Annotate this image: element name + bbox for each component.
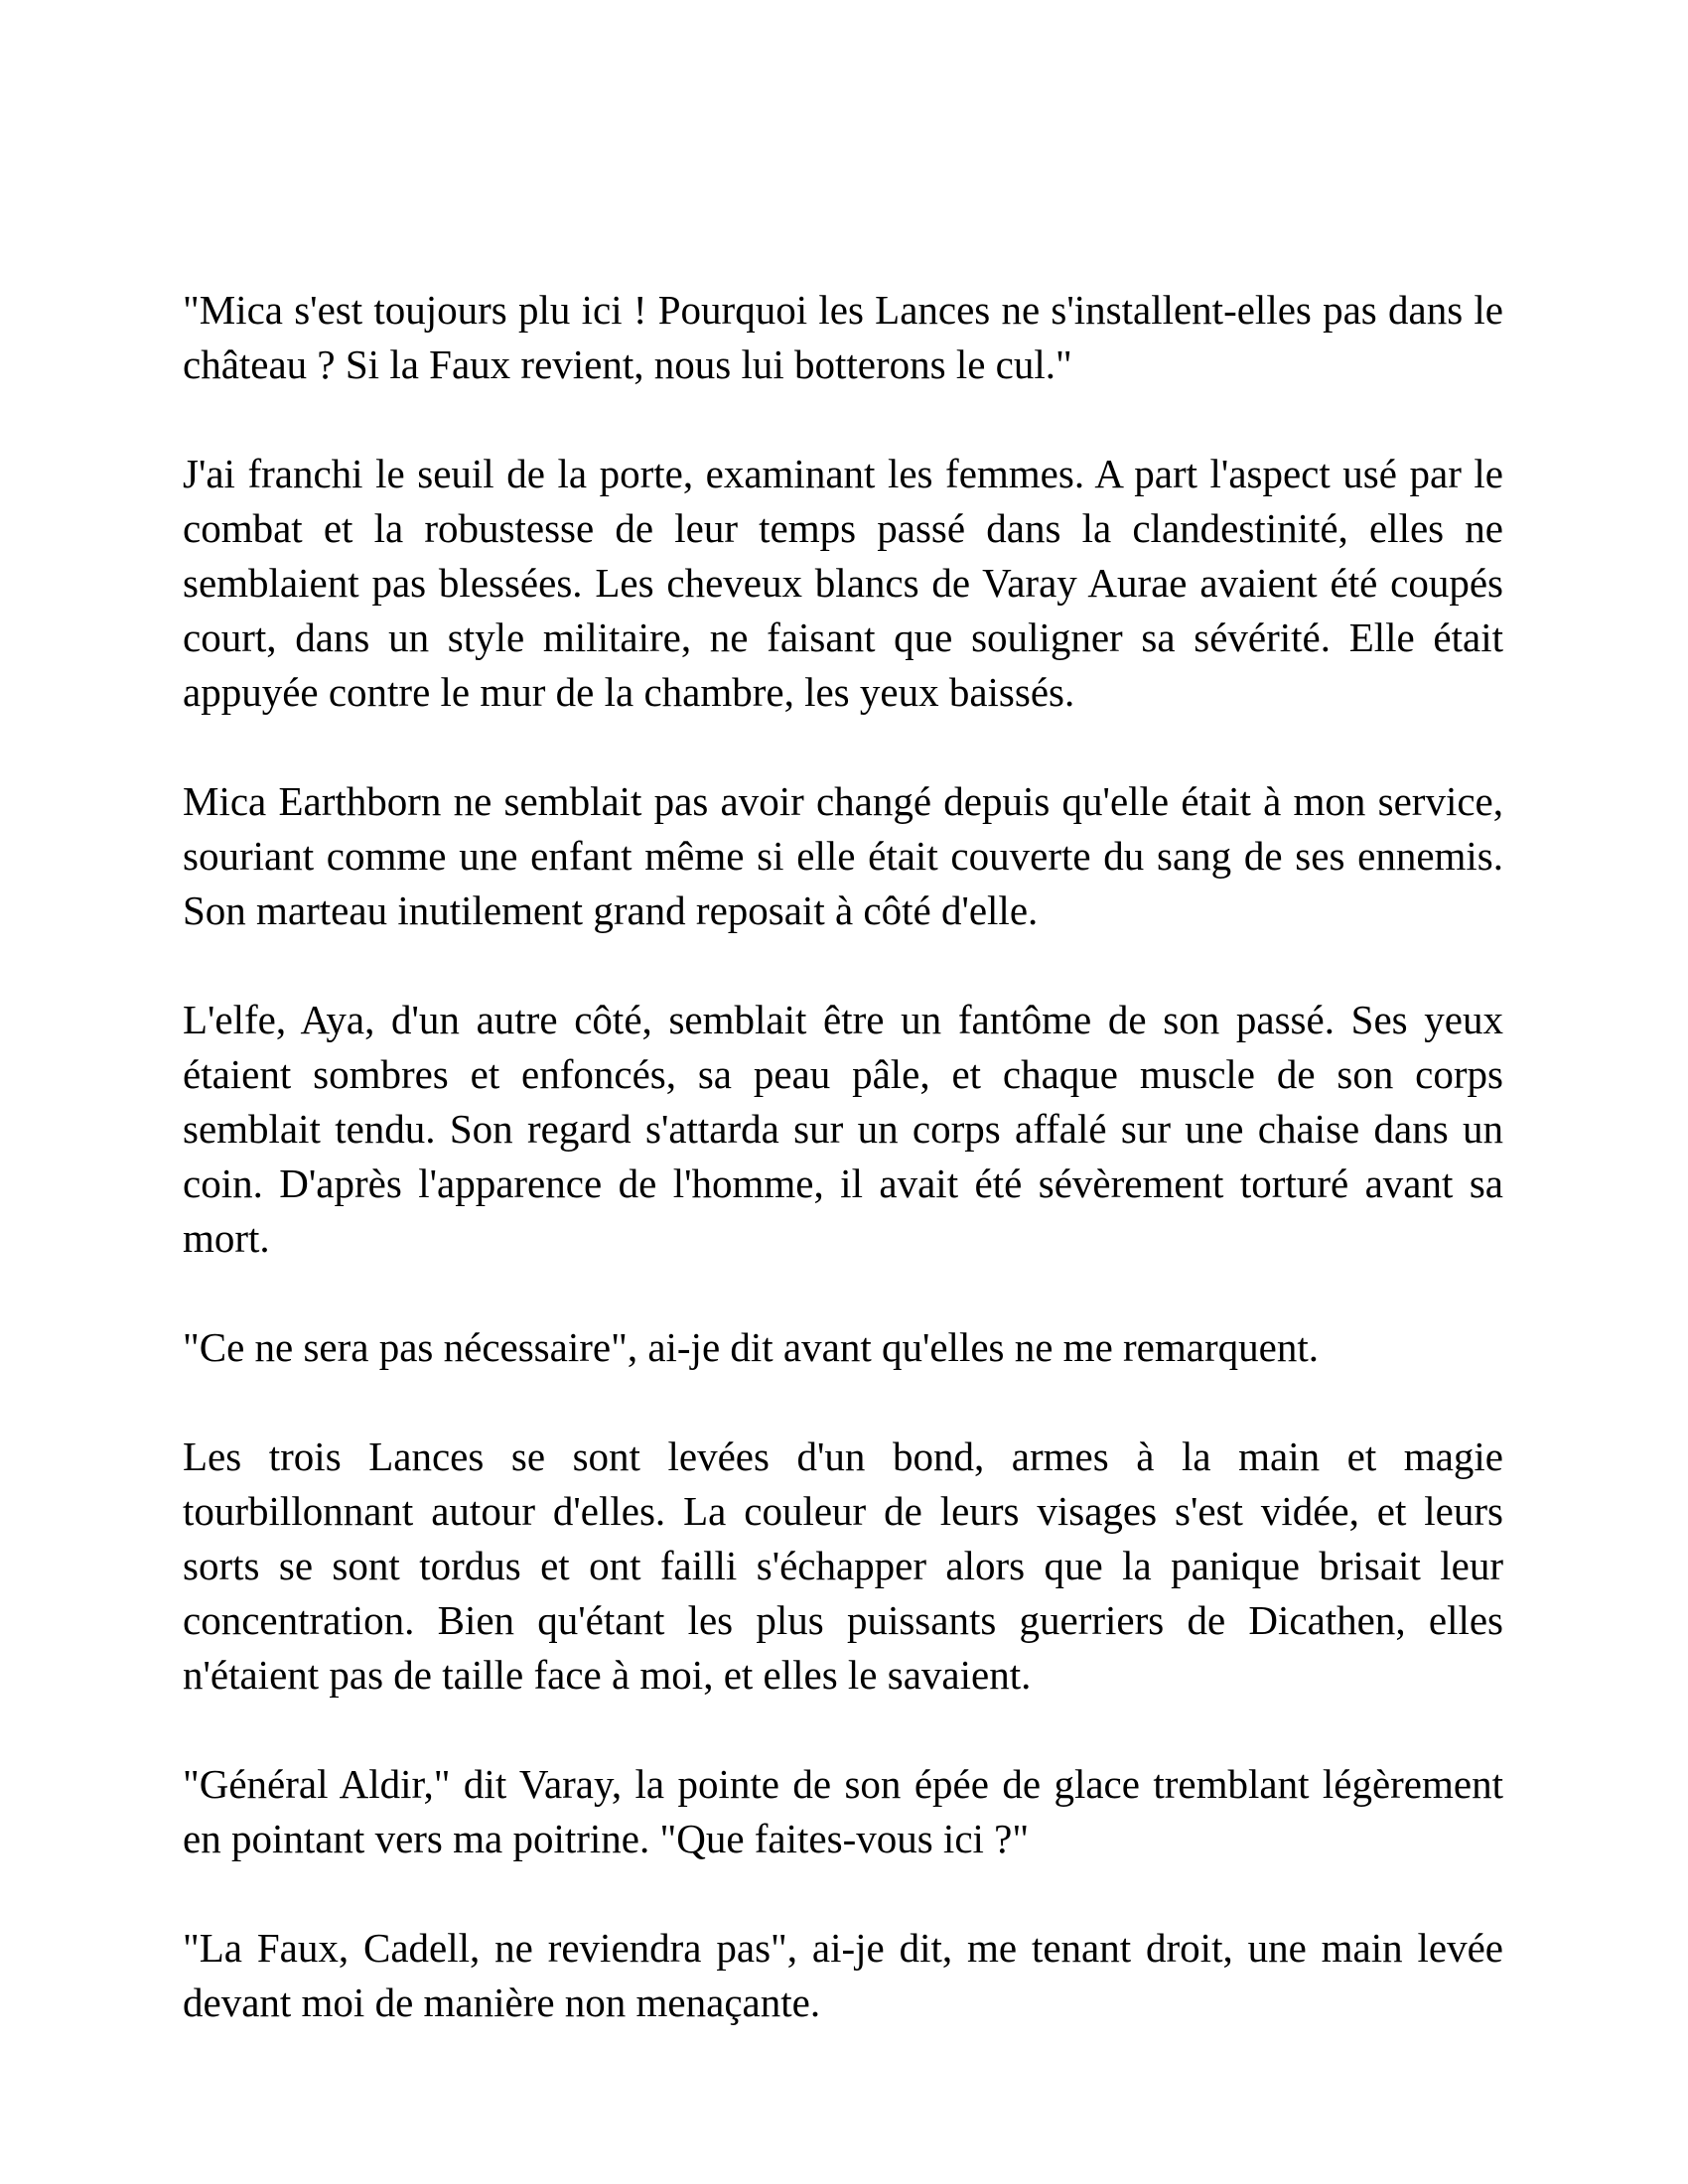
paragraph-5: "Ce ne sera pas nécessaire", ai-je dit avant qu'elles ne me remarquent. (183, 1324, 1319, 1370)
paragraph-6: Les trois Lances se sont levées d'un bond, armes à la main et magie tourbillonnant autour d'elles. La couleur de leurs visages s'est vidée, et leurs sorts se sont tordus et ont failli s'échapper alors que la panique brisait leur concentration. Bien qu'étant les plus puissants guerriers de Dicathen, elles n'étaient pas de taille face à moi, et elles le savaient. (183, 1433, 1503, 1698)
paragraph-4: L'elfe, Aya, d'un autre côté, semblait être un fantôme de son passé. Ses yeux étaient sombres et enfoncés, sa peau pâle, et chaque muscle de son corps semblait tendu. Son regard s'attarda sur un corps affalé sur une chaise dans un coin. D'après l'apparence de l'homme, il avait été sévèrement torturé avant sa mort. (183, 997, 1503, 1261)
paragraph-2: J'ai franchi le seuil de la porte, examinant les femmes. A part l'aspect usé par le combat et la robustesse de leur temps passé dans la clandestinité, elles ne semblaient pas blessées. Les cheveux blancs de Varay Aurae avaient été coupés court, dans un style militaire, ne faisant que souligner sa sévérité. Elle était appuyée contre le mur de la chambre, les yeux baissés. (183, 451, 1503, 715)
paragraph-7: "Général Aldir," dit Varay, la pointe de son épée de glace tremblant légèrement en pointant vers ma poitrine. "Que faites-vous ici ?" (183, 1761, 1503, 1861)
paragraph-1: "Mica s'est toujours plu ici ! Pourquoi les Lances ne s'installent-elles pas dans le château ? Si la Faux revient, nous lui botterons le cul." (183, 287, 1503, 387)
paragraph-3: Mica Earthborn ne semblait pas avoir changé depuis qu'elle était à mon service, souriant comme une enfant même si elle était couverte du sang de ses ennemis. Son marteau inutilement grand reposait à côté d'elle. (183, 778, 1503, 933)
paragraph-8: "La Faux, Cadell, ne reviendra pas", ai-je dit, me tenant droit, une main levée devant moi de manière non menaçante. (183, 1925, 1503, 2025)
document-page (183, 283, 1503, 2030)
